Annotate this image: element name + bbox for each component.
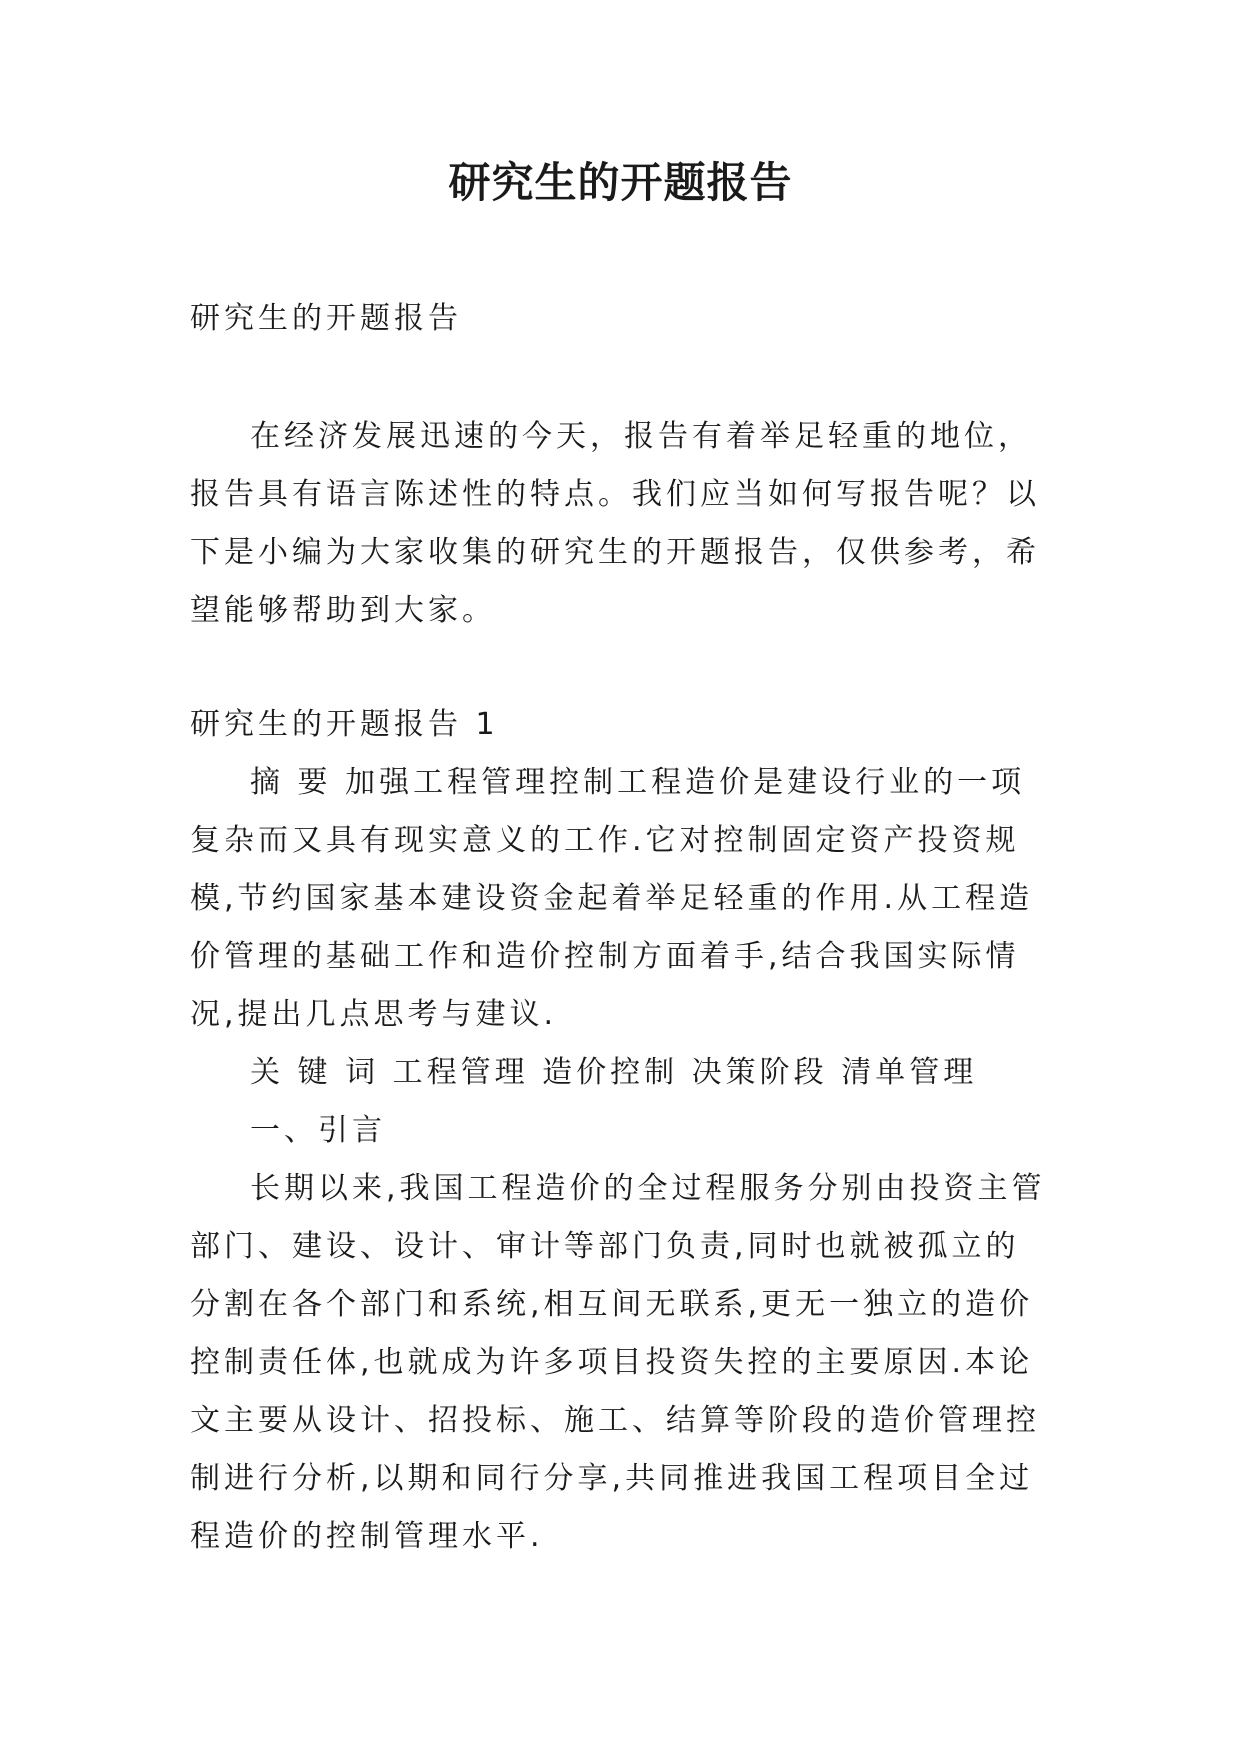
document-title: 研究生的开题报告 <box>448 158 793 207</box>
intro-paragraph: 在经济发展迅速的今天，报告有着举足轻重的地位，报告具有语言陈述性的特点。我们应当如何写报告呢？以下是小编为大家收集的研究生的开题报告，仅供参考，希望能够帮助到大家。 <box>190 419 1040 628</box>
section-heading: 研究生的开题报告 1 <box>190 707 499 742</box>
spacer <box>190 348 1050 408</box>
document-subtitle: 研究生的开题报告 <box>190 301 462 336</box>
document-body <box>190 290 1050 1566</box>
introduction-heading: 一、引言 <box>250 1113 386 1148</box>
keywords-line: 关 键 词 工程管理 造价控制 决策阶段 清单管理 <box>250 1055 978 1090</box>
abstract-paragraph: 摘 要 加强工程管理控制工程造价是建设行业的一项复杂而又具有现实意义的工作.它对控制固定资产投资规模,节约国家基本建设资金起着举足轻重的作用.从工程造价管理的基础工作和造价控制方面着手,结合我国实际情况,提出几点思考与建议. <box>190 765 1034 1032</box>
spacer <box>190 640 1050 696</box>
introduction-paragraph: 长期以来,我国工程造价的全过程服务分别由投资主管部门、建设、设计、审计等部门负责,同时也就被孤立的分割在各个部门和系统,相互间无联系,更无一独立的造价控制责任体,也就成为许多项目投资失控的主要原因.本论文主要从设计、招投标、施工、结算等阶段的造价管理控制进行分析,以期和同行分享,共同推进我国工程项目全过程造价的控制管理水平. <box>190 1171 1046 1554</box>
